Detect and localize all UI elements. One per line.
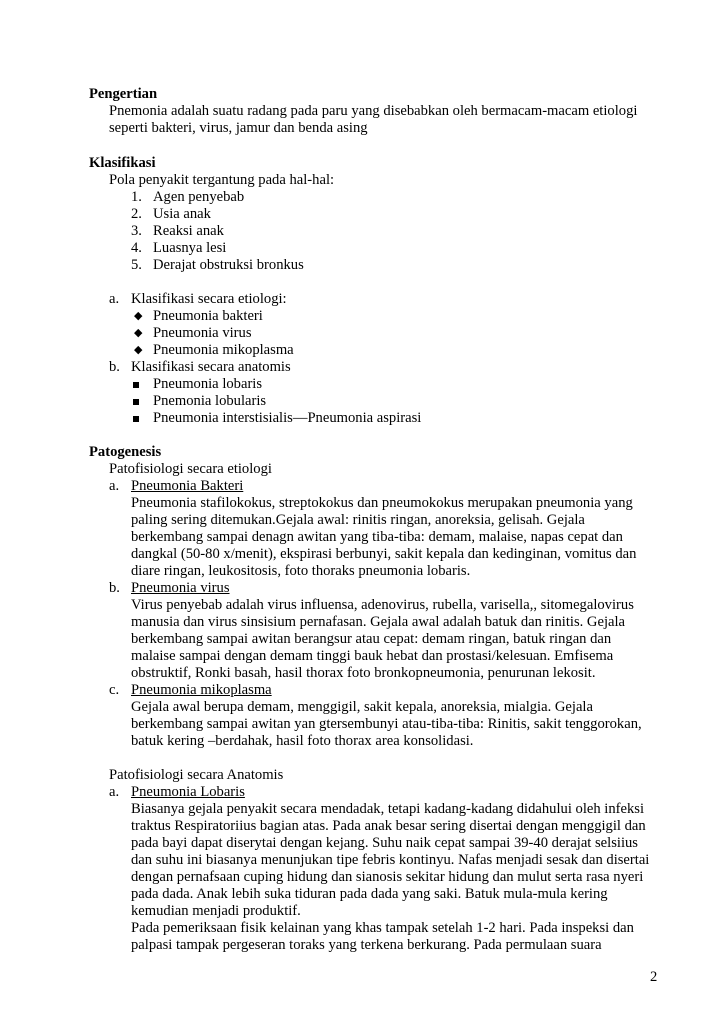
page-number: 2 [650,969,658,985]
list-item: Luasnya lesi [153,240,227,256]
paragraph-line: pada dada. Anak lebih suka tiduran pada dada yang saki. Batuk mula-mula kering [131,886,608,902]
paragraph-line: kemudian menjadi produktif. [131,903,301,919]
klasifikasi-intro: Pola penyakit tergantung pada hal-hal: [109,172,335,188]
list-item: Reaksi anak [153,223,224,239]
list-number: 3. [131,223,142,239]
list-item: Derajat obstruksi bronkus [153,257,304,273]
list-marker: a. [109,784,120,800]
paragraph-line: Biasanya gejala penyakit secara mendadak, tetapi kadang-kadang didahului oleh infeksi [131,801,645,817]
list-marker: a. [109,291,120,307]
list-number: 1. [131,189,142,205]
subsection-heading: Patofisiologi secara etiologi [109,461,272,477]
paragraph-line: berkembang sampai awitan yan gtersembunyi atau-tiba-tiba: Rinitis, sakit tenggorokan, [131,716,642,732]
list-item: Usia anak [153,206,211,222]
list-item: Pneumonia bakteri [153,308,263,324]
item-heading: Pneumonia Bakteri [131,478,244,494]
paragraph-line: berkembang sampai denagn awitan yang tiba-tiba: demam, malaise, napas cepat dan [131,529,623,545]
section-title-patogenesis: Patogenesis [89,444,162,460]
paragraph-line: dengan pernafsaan cuping hidung dan sianosis sekitar hidung dan mulut serta rasa nyeri [131,869,644,885]
paragraph-line: seperti bakteri, virus, jamur dan benda asing [109,120,368,136]
paragraph-line: Gejala awal berupa demam, menggigil, sakit kepala, anoreksia, mialgia. Gejala [131,699,593,715]
subsection-heading: Patofisiologi secara Anatomis [109,767,284,783]
paragraph-line: diare ringan, leukositosis, foto thoraks pneumonia lobaris. [131,563,471,579]
list-marker: c. [109,682,120,698]
paragraph-line: obstruktif, Ronki basah, hasil thorax foto bronkopneumonia, penurunan lekosit. [131,665,596,681]
paragraph-line: traktus Respiratoriius bagian atas. Pada anak besar sering disertai dengan menggigil dan [131,818,646,834]
list-item: Pneumonia mikoplasma [153,342,294,358]
diamond-bullet-icon: ◆ [134,344,143,356]
paragraph-line: batuk kering –berdahak, hasil foto thorax area konsolidasi. [131,733,474,749]
diamond-bullet-icon: ◆ [134,310,143,322]
list-marker: b. [109,359,120,375]
diamond-bullet-icon: ◆ [134,327,143,339]
list-item: Pneumonia interstisialis—Pneumonia aspirasi [153,410,422,426]
list-item: Agen penyebab [153,189,245,205]
list-marker: a. [109,478,120,494]
square-bullet-icon [133,416,139,422]
list-number: 5. [131,257,142,273]
paragraph-line: Virus penyebab adalah virus influensa, adenovirus, rubella, varisella,, sitomegalovirus [131,597,634,613]
paragraph-line: pada bayi dapat diserytai dengan kejang. Suhu naik cepat sampai 39-40 derajat selsiius [131,835,638,851]
paragraph-line: dan suhu ini biasanya menunjukan tipe febris kontinyu. Nafas menjadi sesak dan disertai [131,852,650,868]
item-heading: Pneumonia mikoplasma [131,682,272,698]
list-item: Pnemonia lobularis [153,393,267,409]
item-heading: Pneumonia Lobaris [131,784,245,800]
subsection-label: Klasifikasi secara anatomis [131,359,291,375]
square-bullet-icon [133,399,139,405]
section-title-klasifikasi: Klasifikasi [89,155,156,171]
paragraph-line: Pnemonia adalah suatu radang pada paru yang disebabkan oleh bermacam-macam etiologi [109,103,638,119]
list-number: 4. [131,240,142,256]
section-title-pengertian: Pengertian [89,86,158,102]
list-item: Pneumonia virus [153,325,252,341]
list-number: 2. [131,206,142,222]
paragraph-line: Pneumonia stafilokokus, streptokokus dan pneumokokus merupakan pneumonia yang [131,495,633,511]
subsection-label: Klasifikasi secara etiologi: [131,291,287,307]
list-item: Pneumonia lobaris [153,376,263,392]
square-bullet-icon [133,382,139,388]
item-heading: Pneumonia virus [131,580,230,596]
paragraph-line: Pada pemeriksaan fisik kelainan yang khas tampak setelah 1-2 hari. Pada inspeksi dan [131,920,634,936]
paragraph-line: palpasi tampak pergeseran toraks yang terkena berkurang. Pada permulaan suara [131,937,602,953]
paragraph-line: paling sering ditemukan.Gejala awal: rinitis ringan, anoreksia, gelisah. Gejala [131,512,585,528]
paragraph-line: berkembang sampai awitan berangsur atau cepat: demam ringan, batuk ringan dan [131,631,612,647]
paragraph-line: manusia dan virus sinsisium pernafasan. Gejala awal adalah batuk dan rinitis. Gejala [131,614,626,630]
paragraph-line: malaise sampai dengan demam tinggi bauk hebat dan prostasi/kelesuan. Emfisema [131,648,614,664]
list-marker: b. [109,580,120,596]
paragraph-line: dangkal (50-80 x/menit), ekspirasi berbunyi, sakit kepala dan kedinginan, vomitus dan [131,546,637,562]
